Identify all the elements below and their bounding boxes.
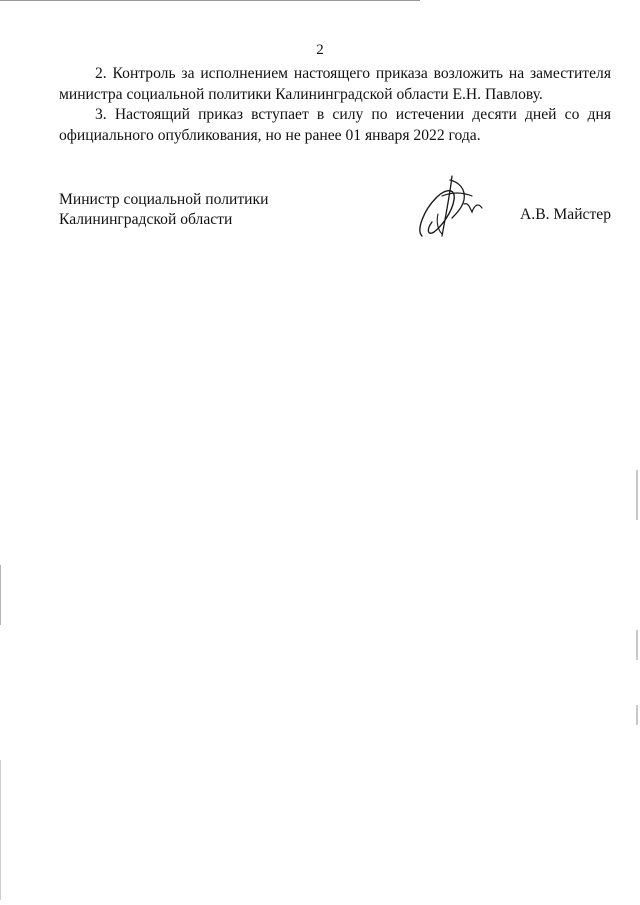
signer-name: А.В. Майстер [520, 206, 611, 223]
scan-edge-mark [636, 705, 638, 725]
signer-title-line-1: Министр социальной политики [59, 191, 269, 208]
scan-edge-mark [636, 630, 638, 660]
paragraph-3: 3. Настоящий приказ вступает в силу по истечении десяти дней со дня официального опубликования, но не ранее 01 января 2022 года. [59, 106, 611, 144]
order-body [59, 64, 611, 146]
signature-block [59, 190, 611, 250]
signer-title-line-2: Калининградской области [59, 211, 233, 228]
scan-edge-mark [0, 565, 1, 625]
scan-top-rule [0, 0, 420, 1]
handwritten-signature-icon [412, 174, 492, 240]
page-number: 2 [316, 42, 324, 58]
signer-title [59, 190, 268, 230]
scan-edge-mark [0, 760, 1, 900]
scan-edge-mark [636, 470, 638, 520]
paragraph-2: 2. Контроль за исполнением настоящего приказа возложить на заместителя министра социальной политики Калининградской области Е.Н. Павлову. [59, 65, 611, 103]
